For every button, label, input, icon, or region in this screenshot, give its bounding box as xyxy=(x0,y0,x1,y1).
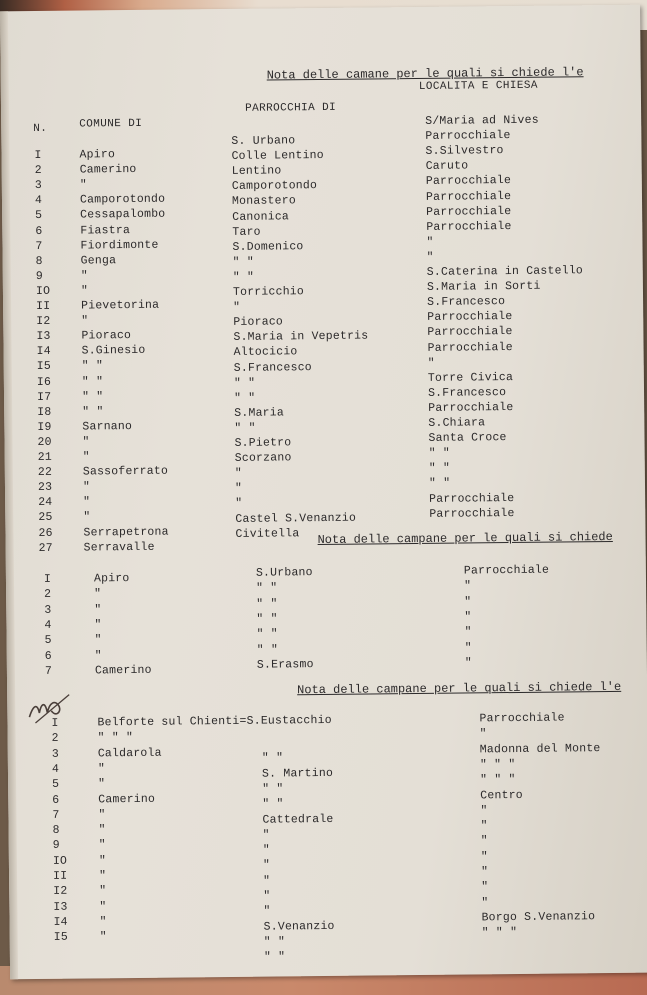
localita-cell: Parrocchiale xyxy=(427,325,513,340)
comune-cell: Fiordimonte xyxy=(80,238,159,253)
handwritten-initials xyxy=(25,687,73,726)
comune-cell: " xyxy=(80,269,88,283)
localita-cell: Parrocchiale xyxy=(426,204,512,219)
comune-cell: " xyxy=(94,618,102,632)
row-number: 20 xyxy=(37,435,52,449)
parrocchia-cell: " xyxy=(262,828,270,842)
localita-cell: Caruto xyxy=(425,159,469,174)
comune-cell: " xyxy=(98,838,106,852)
row-number: I xyxy=(34,148,42,162)
localita-cell: S.Caterina in Castello xyxy=(426,264,584,279)
comune-cell: " xyxy=(81,314,89,328)
row-number: I4 xyxy=(36,345,51,359)
localita-cell: " xyxy=(480,834,488,848)
localita-cell: " xyxy=(464,656,473,670)
section3-title: Nota delle campane per le quali si chiede l'e xyxy=(297,679,622,698)
localita-cell: Parrocchiale xyxy=(425,174,512,189)
parrocchia-cell: Canonica xyxy=(232,209,290,224)
comune-cell: " xyxy=(94,633,102,647)
localita-cell: " xyxy=(464,595,472,609)
localita-cell: Madonna del Monte xyxy=(479,741,601,756)
parrocchia-cell: " " xyxy=(256,612,278,626)
row-number: 25 xyxy=(38,511,53,525)
row-number: 26 xyxy=(38,526,53,540)
row-number: 5 xyxy=(35,209,43,223)
parrocchia-cell: " " xyxy=(261,751,284,765)
column-header-parrocchia: PARROCCHIA DI xyxy=(244,101,337,115)
localita-cell: " xyxy=(481,880,489,894)
comune-cell: Camerino xyxy=(79,163,137,177)
localita-cell: S.Silvestro xyxy=(425,144,504,159)
comune-cell: Genga xyxy=(80,253,117,268)
comune-cell: " xyxy=(98,777,106,791)
comune-cell: " xyxy=(99,930,107,944)
row-number: 7 xyxy=(44,664,53,678)
parrocchia-cell: " " xyxy=(232,255,255,269)
parrocchia-cell: S.Urbano xyxy=(255,566,313,580)
parrocchia-cell: " " xyxy=(262,797,284,811)
localita-cell: S/Maria ad Nives xyxy=(425,113,539,128)
parrocchia-cell: " " xyxy=(234,391,256,405)
comune-cell: Cessapalombo xyxy=(80,208,166,222)
page-edge xyxy=(0,11,18,979)
row-number: IO xyxy=(52,854,68,868)
localita-cell: " " xyxy=(428,461,451,476)
row-number: 2 xyxy=(44,588,52,602)
row-number: 3 xyxy=(51,747,59,761)
parrocchia-cell: " " xyxy=(263,950,286,964)
comune-cell: " xyxy=(82,435,90,449)
parrocchia-cell: S.Maria in Vepetris xyxy=(233,329,369,345)
comune-cell: " xyxy=(98,823,106,837)
row-number: IO xyxy=(35,284,51,298)
row-number: 2 xyxy=(51,732,59,746)
localita-cell: " xyxy=(426,250,434,264)
localita-cell: Parrocchiale xyxy=(427,340,513,355)
localita-cell: S.Francesco xyxy=(427,295,506,310)
localita-cell: Centro xyxy=(480,788,523,802)
parrocchia-cell: " xyxy=(262,843,270,857)
parrocchia-cell: " " xyxy=(256,597,278,611)
comune-cell: " xyxy=(99,915,107,929)
localita-cell: Parrocchiale xyxy=(425,129,511,143)
row-number: 9 xyxy=(52,839,60,853)
row-number: 5 xyxy=(44,634,52,648)
row-number: 6 xyxy=(44,649,52,663)
row-number: I3 xyxy=(36,330,51,344)
parrocchia-cell: Monastero xyxy=(231,194,297,209)
parrocchia-cell: " " xyxy=(232,270,255,284)
localita-cell: Parrocchiale xyxy=(426,219,512,234)
localita-cell: Parrocchiale xyxy=(429,491,515,506)
row-number: 27 xyxy=(38,541,53,555)
localita-cell: Parrocchiale xyxy=(425,189,512,204)
comune-cell: " xyxy=(83,495,91,509)
parrocchia-cell: " " xyxy=(262,782,284,796)
localita-cell: Borgo S.Venanzio xyxy=(481,910,596,925)
parrocchia-cell: " xyxy=(262,858,271,873)
comune-cell: Serrapetrona xyxy=(83,525,169,540)
comune-cell: Camporotondo xyxy=(79,192,166,207)
row-number: I8 xyxy=(37,405,52,419)
parrocchia-cell: Scorzano xyxy=(234,451,292,466)
localita-cell: " xyxy=(480,849,489,864)
localita-cell: " xyxy=(464,640,472,655)
localita-cell: " xyxy=(427,356,435,370)
parrocchia-cell: Camporotondo xyxy=(231,179,318,194)
row-number: I5 xyxy=(53,930,68,945)
row-number: 8 xyxy=(52,823,60,837)
row-number: 5 xyxy=(52,777,60,792)
row-number: 4 xyxy=(51,762,60,776)
parrocchia-cell: S. Urbano xyxy=(231,134,296,148)
localita-cell: S.Francesco xyxy=(427,385,507,400)
section2-title: Nota delle campane per le quali si chiede xyxy=(317,529,613,548)
row-number: I2 xyxy=(53,884,68,899)
parrocchia-cell: " " xyxy=(234,421,256,435)
parrocchia-cell: S.Venanzio xyxy=(263,919,335,934)
localita-cell: Parrocchiale xyxy=(463,563,550,578)
comune-cell: " " xyxy=(82,404,104,419)
row-number: 4 xyxy=(34,194,43,208)
row-number: 6 xyxy=(35,224,43,238)
localita-cell: " xyxy=(464,610,472,624)
localita-cell: " xyxy=(426,235,434,249)
row-number: I3 xyxy=(53,900,68,914)
parrocchia-cell: " " xyxy=(233,376,256,390)
row-number: I9 xyxy=(37,420,52,434)
comune-cell: " xyxy=(99,899,107,913)
row-number: 23 xyxy=(37,481,53,495)
parrocchia-cell: " xyxy=(234,467,243,481)
row-number: 4 xyxy=(44,618,52,632)
row-number: I7 xyxy=(36,390,52,404)
comune-cell: " xyxy=(80,284,89,298)
comune-cell: Apiro xyxy=(79,148,116,162)
parrocchia-cell: S.Pietro xyxy=(234,436,292,450)
comune-cell: " xyxy=(98,853,107,868)
parrocchia-cell: " " xyxy=(256,627,278,641)
localita-cell: Santa Croce xyxy=(428,431,507,445)
comune-cell: Pioraco xyxy=(81,329,132,343)
comune-cell: Camerino xyxy=(98,792,156,806)
parrocchia-cell: Altocicio xyxy=(233,345,298,360)
localita-cell: " " " xyxy=(479,757,516,772)
parrocchia-cell: " " xyxy=(256,642,279,657)
row-number: 2 xyxy=(34,164,42,178)
localita-cell: Parrocchiale xyxy=(479,711,565,726)
localita-cell: Parrocchiale xyxy=(429,506,515,521)
localita-cell: " xyxy=(480,865,489,879)
comune-cell: " xyxy=(83,510,91,524)
row-number: 6 xyxy=(52,793,60,807)
comune-cell: Sassoferrato xyxy=(82,464,169,479)
localita-cell: " " " xyxy=(480,773,516,787)
parrocchia-cell: Castel S.Venanzio xyxy=(235,511,357,526)
row-number: 3 xyxy=(44,603,52,617)
localita-cell: " xyxy=(480,819,488,833)
row-number: 21 xyxy=(37,450,52,464)
localita-cell: " xyxy=(479,727,487,741)
comune-cell: " xyxy=(94,648,102,662)
parrocchia-cell: " xyxy=(235,497,243,511)
localita-cell: S.Chiara xyxy=(428,416,486,430)
column-header-localita: LOCALITA E CHIESA xyxy=(418,79,538,93)
parrocchia-cell: S.Erasmo xyxy=(256,657,314,672)
comune-cell: " xyxy=(99,884,107,898)
section1-title: Nota delle camane per le quali si chiede l'e xyxy=(266,65,584,83)
comune-cell: Apiro xyxy=(93,572,130,586)
comune-cell: Pievetorina xyxy=(81,298,160,313)
localita-cell: " " xyxy=(428,477,451,491)
parrocchia-cell: Pioraco xyxy=(233,315,284,330)
comune-cell: " " xyxy=(81,374,104,389)
parrocchia-cell: S. Martino xyxy=(261,766,334,781)
parrocchia-cell: S.Maria xyxy=(234,406,285,420)
parrocchia-cell: " xyxy=(263,889,271,903)
parrocchia-cell: Civitella xyxy=(235,526,300,541)
row-number: 8 xyxy=(35,254,43,268)
row-number: I5 xyxy=(36,360,52,374)
parrocchia-cell: Lentino xyxy=(231,164,282,179)
parrocchia-cell: S.Francesco xyxy=(233,360,312,375)
row-number: 9 xyxy=(35,269,43,283)
comune-cell: " " xyxy=(81,359,104,373)
parrocchia-cell: Taro xyxy=(232,225,261,239)
parrocchia-cell: " xyxy=(263,874,271,888)
localita-cell: " " xyxy=(428,446,451,461)
parrocchia-cell: S.Domenico xyxy=(232,239,304,254)
row-number: 3 xyxy=(34,179,43,193)
localita-cell: Parrocchiale xyxy=(427,310,513,325)
comune-cell: " xyxy=(94,587,102,601)
localita-cell: Torre Civica xyxy=(427,370,514,385)
parrocchia-cell: Cattedrale xyxy=(262,812,334,827)
row-number: II xyxy=(36,299,51,313)
localita-cell: Parrocchiale xyxy=(428,400,514,415)
comune-cell: " xyxy=(79,178,88,192)
comune-cell: " " " xyxy=(97,731,134,745)
comune-cell: " xyxy=(97,762,106,776)
row-number: I4 xyxy=(53,915,68,929)
column-header-n: N. xyxy=(33,122,48,136)
comune-cell: Sarnano xyxy=(82,419,133,434)
comune-cell: " xyxy=(82,480,91,494)
comune-cell: " xyxy=(82,450,90,464)
localita-cell: " xyxy=(480,804,488,818)
comune-cell: " xyxy=(94,602,102,616)
row-number: II xyxy=(53,869,68,883)
localita-cell: S.Maria in Sorti xyxy=(426,279,541,294)
comune-cell: Caldarola xyxy=(97,746,162,760)
row-number: I2 xyxy=(36,314,51,329)
row-number: 24 xyxy=(38,496,53,510)
comune-cell: S.Ginesio xyxy=(81,344,146,358)
row-number: I6 xyxy=(36,375,52,389)
comune-cell: Belforte sul Chienti=S.Eustacchio xyxy=(97,713,332,730)
row-number: 7 xyxy=(52,808,60,822)
row-number: 7 xyxy=(35,239,43,253)
parrocchia-cell: " xyxy=(234,482,243,496)
parrocchia-cell: " " xyxy=(263,935,286,949)
parrocchia-cell: " " xyxy=(256,581,278,595)
comune-cell: Camerino xyxy=(94,663,152,678)
parrocchia-cell: Colle Lentino xyxy=(231,149,324,164)
document-page xyxy=(0,5,647,980)
parrocchia-cell: " xyxy=(233,300,241,315)
localita-cell: " " " xyxy=(481,926,518,940)
comune-cell: Fiastra xyxy=(80,223,131,238)
comune-cell: " xyxy=(99,869,107,883)
parrocchia-cell: Torricchio xyxy=(232,285,305,299)
row-number: I xyxy=(51,716,59,730)
comune-cell: " xyxy=(98,808,106,822)
localita-cell: " xyxy=(481,895,489,909)
column-header-comune: COMUNE DI xyxy=(79,117,143,131)
localita-cell: " xyxy=(463,579,472,593)
comune-cell: Serravalle xyxy=(83,540,155,555)
parrocchia-cell: " xyxy=(263,904,271,918)
row-number: 22 xyxy=(37,465,53,480)
row-number: I xyxy=(43,572,52,586)
localita-cell: " xyxy=(464,625,472,639)
comune-cell: " " xyxy=(81,389,104,404)
